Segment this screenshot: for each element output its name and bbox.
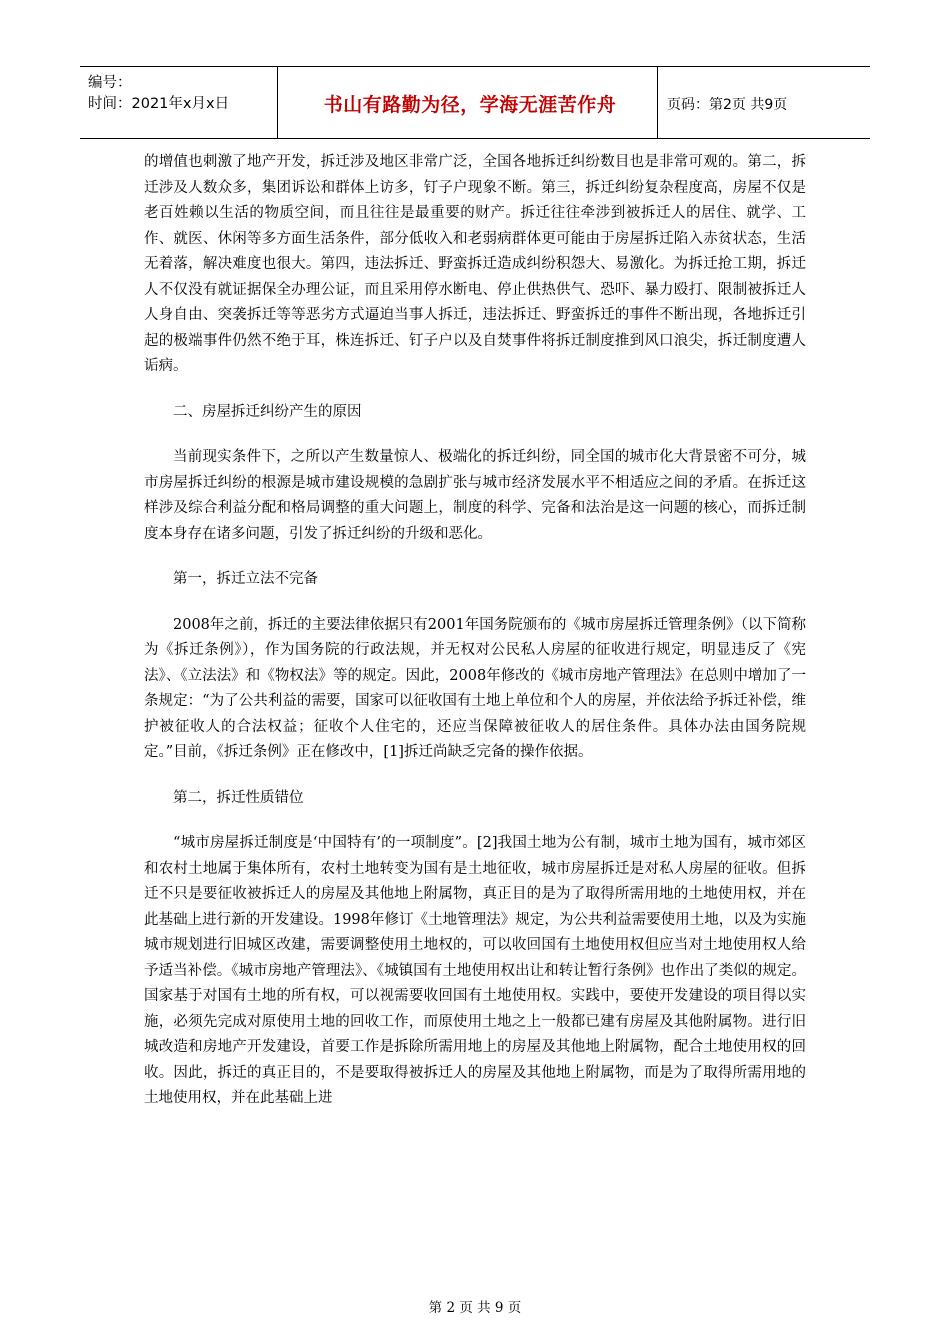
header-divider-left — [277, 67, 278, 138]
section-heading: 二、房屋拆迁纠纷产生的原因 — [173, 403, 362, 420]
header-motto: 书山有路勤为径，学海无涯苦作舟 — [323, 94, 617, 116]
body-paragraph: 2008年之前，拆迁的主要法律依据只有2001年国务院颁布的《城市房屋拆迁管理条例》（以下简称为《拆迁条例》），作为国务院的行政法规，并无权对公民私人房屋的征收进行规定，明显违反了《宪法》、《立法法》和《物权法》等的规定。因此，2008年修改的《城市房地产管理法》在总则中增加了一条规定：“为了公共利益的需要，国家可以征收国有土地上单位和个人的房屋，并依法给予拆迁补偿，维护被征收人的合法权益；征收个人住宅的，还应当保障被征收人的居住条件。具体办法由国务院规定。”目前，《拆迁条例》正在修改中，[1]拆迁尚缺乏完备的操作依据。 — [144, 616, 806, 760]
body-paragraph: 的增值也刺激了地产开发，拆迁涉及地区非常广泛，全国各地拆迁纠纷数目也是非常可观的。第二，拆迁涉及人数众多，集团诉讼和群体上访多，钉子户现象不断。第三，拆迁纠纷复杂程度高，房屋不仅是老百姓赖以生活的物质空间，而且往往是最重要的财产。拆迁往往牵涉到被拆迁人的居住、就学、工作、就医、休闲等多方面生活条件，部分低收入和老弱病群体更可能由于房屋拆迁陷入赤贫状态，生活无着落，解决难度也很大。第四，违法拆迁、野蛮拆迁造成纠纷积怨大、易激化。为拆迁抢工期，拆迁人不仅没有就证据保全办理公证，而且采用停水断电、停止供热供气、恐吓、暴力殴打、限制被拆迁人人身自由、突袭拆迁等等恶劣方式逼迫当事人拆迁，违法拆迁、野蛮拆迁的事件不断出现，各地拆迁引起的极端事件仍然不绝于耳，株连拆迁、钉子户以及自焚事件将拆迁制度推到风口浪尖，拆迁制度遭人诟病。 — [144, 154, 806, 374]
body-paragraph: “城市房屋拆迁制度是‘中国特有’的一项制度”。[2]我国土地为公有制，城市土地为国有，城市郊区和农村土地属于集体所有，农村土地转变为国有是土地征收，城市房屋拆迁是对私人房屋的征收。但拆迁不只是要征收被拆迁人的房屋及其他地上附属物，真正目的是为了取得所需用地的土地使用权，并在此基础上进行新的开发建设。1998年修订《土地管理法》规定，为公共利益需要使用土地，以及为实施城市规划进行旧城区改建，需要调整使用土地权的，可以收回国有土地使用权但应当对土地使用权人给予适当补偿。《城市房地产管理法》、《城镇国有土地使用权出让和转让暂行条例》也作出了类似的规定。国家基于对国有土地的所有权，可以视需要收回国有土地使用权。实践中，要使开发建设的项目得以实施，必须先完成对原使用土地的回收工作，而原使用土地之上一般都已建有房屋及其他附属物。进行旧城改造和房地产开发建设，首要工作是拆除所需用地上的房屋及其他地上附属物，配合土地使用权的回收。因此，拆迁的真正目的，不是要取得被拆迁人的房屋及其他地上附属物，而是为了取得所需用地的土地使用权，并在此基础上进 — [144, 835, 806, 1106]
page-header — [80, 66, 870, 139]
subsection-heading: 第二，拆迁性质错位 — [173, 789, 304, 806]
header-divider-right — [657, 67, 658, 138]
header-meta — [88, 73, 278, 115]
subsection-heading: 第一，拆迁立法不完备 — [173, 571, 318, 587]
header-page-info: 页码：第2页 共9页 — [667, 97, 788, 113]
document-date: 时间：2021年x月x日 — [88, 96, 230, 112]
page-footer: 第 2 页 共 9 页 — [428, 1300, 522, 1316]
body-paragraph: 当前现实条件下，之所以产生数量惊人、极端化的拆迁纠纷，同全国的城市化大背景密不可分，城市房屋拆迁纠纷的根源是城市建设规模的急剧扩张与城市经济发展水平不相适应之间的矛盾。在拆迁这样涉及综合利益分配和格局调整的重大问题上，制度的科学、完备和法治是这一问题的核心，而拆迁制度本身存在诸多问题，引发了拆迁纠纷的升级和恶化。 — [144, 449, 806, 542]
document-body — [144, 150, 806, 1132]
document-number-label: 编号： — [88, 75, 132, 91]
